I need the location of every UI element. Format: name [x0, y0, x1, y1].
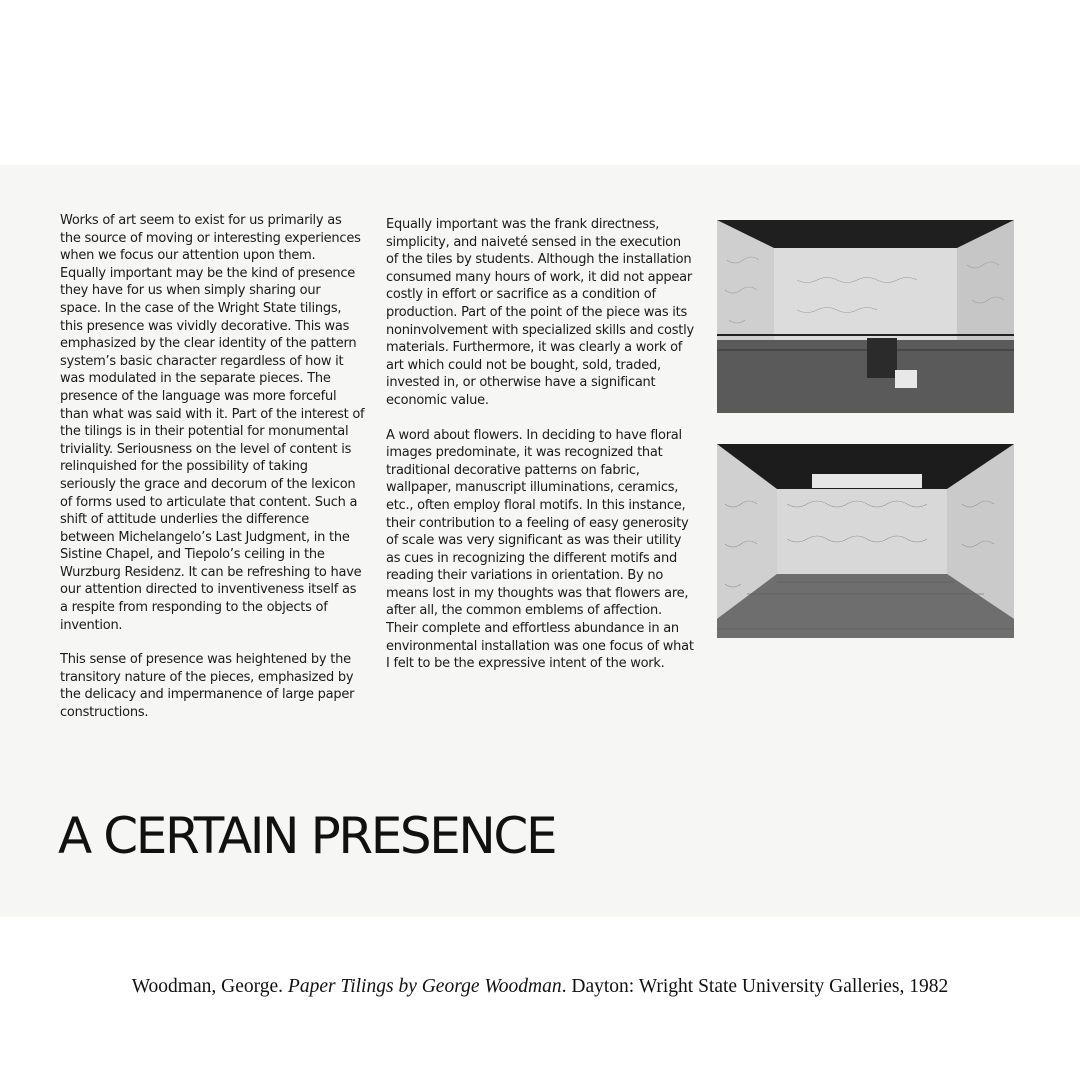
left-paragraph-1: Works of art seem to exist for us primarily as the source of moving or interesting experiences when we focus our attention upon them. Equally important may be the kind of presence they have for us when simply sharing our space. In the case of the Wright State tilings, this presence was vividly decorative. This was emphasized by the clear identity of the pattern system’s basic character regardless of how it was modulated in the separate pieces. The presence of the language was more forceful than what was said with it. Part of the interest of the tilings is in their potential for monumental triviality. Seriousness on the level of content is relinquished for the possibility of taking seriously the grace and decorum of the lexicon of forms used to articulate that content. Such a shift of attitude underlies the difference between Michelangelo’s Last Judgment, in the Sistine Chapel, and Tiepolo’s ceiling in the Wurzburg Residenz. It can be refreshing to have our attention directed to inventiveness itself as a respite from responding to the objects of invention. — [60, 213, 365, 633]
left-text-column — [60, 212, 365, 722]
article-headline: A CERTAIN PRESENCE — [58, 807, 556, 865]
citation-publisher: . Dayton: Wright State University Galleries, 1982 — [561, 976, 949, 997]
middle-paragraph-1: Equally important was the frank directness, simplicity, and naiveté sensed in the execution of the tiles by students. Although the installation consumed many hours of work, it did not appear costly in effort or sacrifice as a condition of production. Part of the point of the piece was its noninvolvement with specialized skills and costly materials. Furthermore, it was clearly a work of art which could not be bought, sold, traded, invested in, or otherwise have a significant economic value. — [386, 217, 694, 408]
left-paragraph-2: This sense of presence was heightened by the transitory nature of the pieces, emphasized by the delicacy and impermanence of large paper constructions. — [60, 652, 355, 721]
middle-text-column — [386, 216, 694, 673]
gallery-photo-balcony — [717, 220, 1014, 413]
gallery-photo-floor — [717, 444, 1014, 638]
middle-paragraph-2: A word about flowers. In deciding to have floral images predominate, it was recognized that traditional decorative patterns on fabric, wallpaper, manuscript illuminations, ceramics, etc., often employ floral motifs. In this instance, their contribution to a feeling of easy generosity of scale was very significant as was their utility as cues in recognizing the different motifs and reading their variations in orientation. By no means lost in my thoughts was that flowers are, after all, the common emblems of affection. Their complete and effortless abundance in an environmental installation was one focus of what I felt to be the expressive intent of the work. — [386, 427, 694, 672]
citation-author: Woodman, George. — [131, 976, 288, 997]
citation-caption — [0, 976, 1080, 998]
citation-title: Paper Tilings by George Woodman — [287, 976, 562, 997]
